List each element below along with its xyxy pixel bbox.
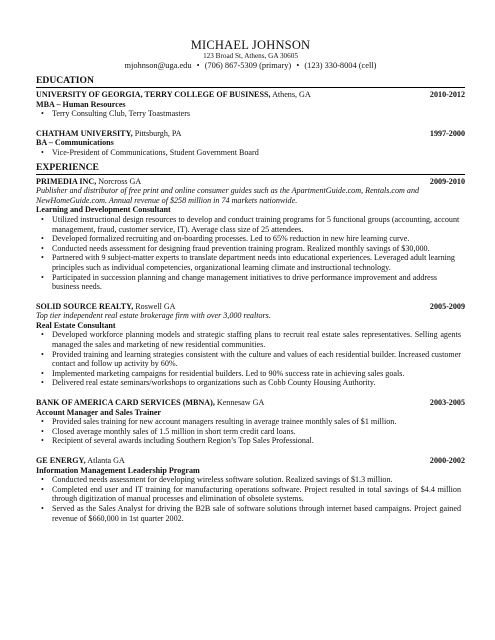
- job-entry: [36, 302, 465, 388]
- employer-name: BANK OF AMERICA CARD SERVICES (MBNA),: [36, 398, 215, 408]
- bullet-icon: •: [41, 243, 44, 253]
- bullet-icon: •: [41, 378, 44, 388]
- bullet-icon: •: [41, 147, 44, 157]
- list-item: • Terry Consulting Club, Terry Toastmasters: [41, 109, 191, 119]
- list-item: • Conducted needs assessment for designing fraud prevention training program. Realized monthly savings of $30,000.: [41, 243, 430, 253]
- employer-name: GE ENERGY,: [36, 456, 86, 465]
- bullet-separator: •: [196, 61, 200, 70]
- job-bullet-list: [36, 330, 465, 388]
- company-description: Publisher and distributor of free print and online consumer guides such as the ApartmentGuide.com, Rentals.com and NewHomeGuide.com. Annual revenue of $258 million in 74 markets nationwide.: [36, 186, 420, 205]
- degree: MBA – Human Resources: [36, 99, 126, 109]
- experience-heading: EXPERIENCE: [36, 162, 465, 175]
- job-entry: [36, 177, 465, 292]
- list-item: • Vice-President of Communications, Student Government Board: [41, 147, 259, 157]
- job-title: Information Management Leadership Program: [36, 465, 200, 475]
- education-entry: [36, 90, 465, 119]
- job-entry: [36, 456, 465, 523]
- job-dates: 2005-2009: [429, 301, 465, 311]
- list-item: • Developed workforce planning models and strategic staffing plans to recruit real estate sales representatives. Selling agents managed the sales and marketing of new residential communities.: [41, 330, 461, 350]
- primary-phone: (706) 867-5309 (primary): [204, 61, 292, 70]
- candidate-name: MICHAEL JOHNSON: [190, 38, 311, 52]
- bullet-icon: •: [41, 214, 44, 224]
- mailing-address: 123 Broad St, Athens, GA 30605: [203, 52, 298, 60]
- list-item: • Delivered real estate seminars/workshops to organizations such as Cobb County Housing Authority.: [41, 378, 376, 388]
- list-item: • Provided training and learning strategies consistent with the culture and values of each residential builder. Increased customer contact and follow up activity by 60%.: [41, 349, 461, 369]
- job-dates: 2000-2002: [429, 456, 465, 465]
- job-title: Real Estate Consultant: [36, 320, 116, 330]
- school-location: Athens, GA: [272, 90, 311, 99]
- school-line: [36, 129, 182, 139]
- list-item: • Conducted needs assessment for developing wireless software solution. Realized savings of $1.3 million.: [41, 475, 393, 485]
- list-item: • Developed formalized recruiting and on-boarding processes. Led to 65% reduction in new hire learning curve.: [41, 234, 410, 244]
- job-bullet-list: [36, 417, 465, 446]
- employer-line: [36, 177, 141, 187]
- employer-line: [36, 398, 264, 408]
- bullet-icon: •: [41, 234, 44, 244]
- list-item: • Partnered with 9 subject-matter experts to translate department needs into educational experiences. Leveraged adult learning principles such as individual competencies, organizational learning climate and instructional technology.: [41, 253, 455, 272]
- list-item: • Closed average monthly sales of 1.5 million in short term credit card loans.: [41, 426, 296, 436]
- job-dates: 2009-2010: [429, 176, 465, 186]
- employer-name: SOLID SOURCE REALTY,: [36, 301, 134, 311]
- education-bullet-list: [36, 109, 465, 119]
- list-item: • Participated in succession planning and change management initiatives to drive performance improvement and address business needs.: [41, 272, 438, 292]
- bullet-icon: •: [41, 417, 44, 427]
- degree: BA – Communications: [36, 138, 114, 148]
- school-name: CHATHAM UNIVERSITY,: [36, 128, 133, 138]
- bullet-icon: •: [41, 503, 44, 513]
- bullet-icon: •: [41, 475, 44, 485]
- company-description: Top tier independent real estate brokerage firm with over 3,000 realtors.: [36, 311, 271, 321]
- education-heading: EDUCATION: [36, 75, 465, 88]
- resume-header: [36, 38, 465, 71]
- bullet-icon: •: [41, 272, 44, 282]
- employer-location: Kennesaw GA: [216, 398, 265, 408]
- list-item: • Served as the Sales Analyst for driving the B2B sale of software solutions through internet based campaigns. Project gained revenue of $660,000 in 1st quarter 2002.: [41, 503, 461, 523]
- education-entry: [36, 129, 465, 158]
- education-dates: 2010-2012: [429, 90, 465, 99]
- employer-location: Roswell GA: [135, 301, 176, 311]
- school-line: [36, 90, 311, 100]
- employer-line: [36, 456, 125, 466]
- bullet-separator: •: [296, 61, 300, 70]
- bullet-icon: •: [41, 368, 44, 378]
- list-item: • Recipient of several awards including Southern Region’s Top Sales Professional.: [41, 436, 314, 446]
- job-bullet-list: [36, 215, 465, 292]
- job-entry: [36, 398, 465, 446]
- bullet-icon: •: [41, 349, 44, 359]
- school-location: Pittsburgh, PA: [134, 128, 182, 138]
- bullet-icon: •: [41, 253, 44, 263]
- bullet-icon: •: [41, 330, 44, 340]
- employer-name: PRIMEDIA INC,: [36, 176, 97, 186]
- job-bullet-list: [36, 475, 465, 523]
- education-bullet-list: [36, 148, 465, 158]
- list-item: • Implemented marketing campaigns for residential builders. Led to 90% success rate in achieving sales goals.: [41, 368, 405, 378]
- bullet-icon: •: [41, 426, 44, 436]
- job-title: Learning and Development Consultant: [36, 205, 171, 215]
- job-title: Account Manager and Sales Trainer: [36, 407, 162, 417]
- bullet-icon: •: [41, 109, 44, 119]
- employer-location: Atlanta GA: [87, 456, 125, 465]
- list-item: • Completed end user and IT training for manufacturing operations software. Project resulted in total savings of $4.4 million through digitization of manual processes and elimination of obsolete systems.: [41, 484, 461, 504]
- employer-location: Norcross GA: [98, 176, 142, 186]
- list-item: • Provided sales training for new account managers resulting in average trainee monthly sales of $1 million.: [41, 417, 397, 427]
- cell-phone: (123) 330-8004 (cell): [304, 61, 377, 70]
- education-dates: 1997-2000: [429, 128, 465, 138]
- employer-line: [36, 302, 176, 312]
- email-address: mjohnson@uga.edu: [124, 61, 192, 70]
- list-item: • Utilized instructional design resources to develop and conduct training programs for 5 functional groups (accounting, account management, fraud, customer service, IT). Average class size of 25 attendees.: [41, 214, 460, 234]
- bullet-icon: •: [41, 484, 44, 494]
- bullet-icon: •: [41, 436, 44, 446]
- job-dates: 2003-2005: [429, 398, 465, 408]
- school-name: UNIVERSITY OF GEORGIA, TERRY COLLEGE OF BUSINESS,: [36, 90, 271, 99]
- contact-line: [36, 61, 465, 71]
